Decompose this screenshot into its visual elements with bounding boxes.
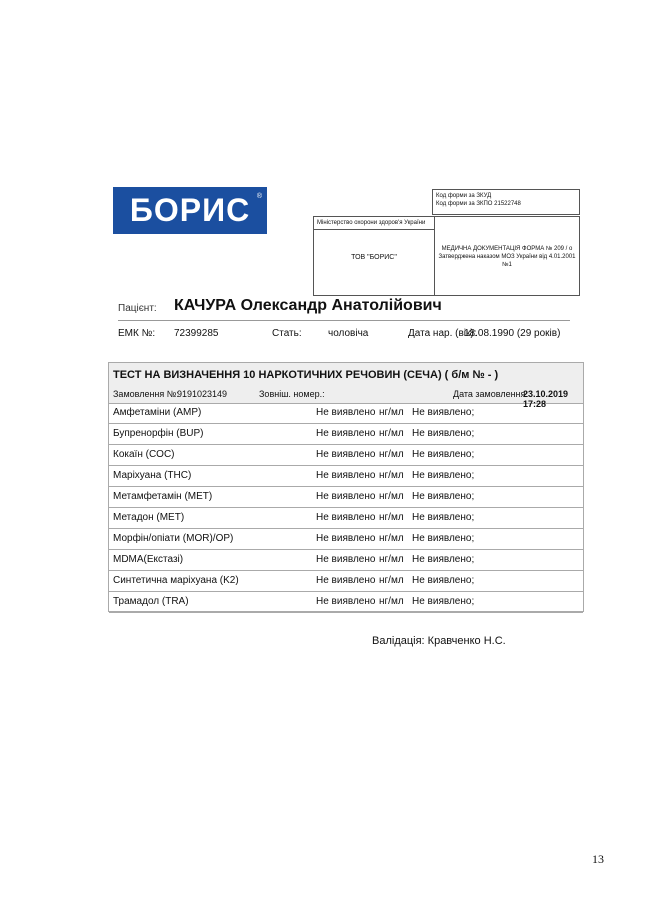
org-name: ТОВ "БОРИС" <box>351 254 397 261</box>
sex-value: чоловіча <box>328 328 369 339</box>
substance-name: MDMA(Екстазі) <box>113 554 184 565</box>
substance-name: Метадон (MET) <box>113 512 185 523</box>
unit: нг/мл <box>379 449 404 460</box>
form-codes-box <box>432 189 580 215</box>
reference: Не виявлено; <box>412 554 475 565</box>
test-table <box>108 362 584 612</box>
table-row <box>109 592 583 613</box>
reference: Не виявлено; <box>412 596 475 607</box>
table-row <box>109 445 583 466</box>
validation-signature: Валідація: Кравченко Н.С. <box>372 635 506 647</box>
reference: Не виявлено; <box>412 533 475 544</box>
patient-info-row <box>118 328 570 344</box>
substance-name: Бупренорфін (BUP) <box>113 428 204 439</box>
unit: нг/мл <box>379 407 404 418</box>
result: Не виявлено <box>316 407 376 418</box>
dob-label: Дата нар. (вік): <box>408 328 477 339</box>
result: Не виявлено <box>316 449 376 460</box>
ministry-label: Міністерство охорони здоров'я України <box>314 217 434 230</box>
table-row <box>109 508 583 529</box>
order-number: 9191023149 <box>177 389 228 399</box>
table-row <box>109 487 583 508</box>
unit: нг/мл <box>379 554 404 565</box>
result: Не виявлено <box>316 575 376 586</box>
page-number: 13 <box>592 852 604 866</box>
substance-name: Синтетична маріхуана (K2) <box>113 575 239 586</box>
substance-name: Морфін/опіати (MOR)/OP) <box>113 533 234 544</box>
test-rows <box>109 403 583 613</box>
result: Не виявлено <box>316 491 376 502</box>
substance-name: Трамадол (TRA) <box>113 596 189 607</box>
doc-form-line2: Затверджена наказом МОЗ України від 4.01.2001 №1 <box>438 254 576 268</box>
test-header <box>109 363 583 409</box>
unit: нг/мл <box>379 575 404 586</box>
reference: Не виявлено; <box>412 470 475 481</box>
logo <box>113 187 267 234</box>
logo-text: БОРИС <box>129 192 251 228</box>
logo-reg-mark: ® <box>256 193 263 200</box>
unit: нг/мл <box>379 596 404 607</box>
emk-label: ЕМК №: <box>118 328 156 339</box>
reference: Не виявлено; <box>412 512 475 523</box>
table-row <box>109 529 583 550</box>
order-date-label: Дата замовлення: <box>453 389 528 399</box>
unit: нг/мл <box>379 533 404 544</box>
unit: нг/мл <box>379 512 404 523</box>
emk-value: 72399285 <box>174 328 219 339</box>
unit: нг/мл <box>379 491 404 502</box>
sex-label: Стать: <box>272 328 302 339</box>
reference: Не виявлено; <box>412 428 475 439</box>
result: Не виявлено <box>316 596 376 607</box>
org-box <box>314 217 435 295</box>
reference: Не виявлено; <box>412 449 475 460</box>
table-row <box>109 571 583 592</box>
patient-name: КАЧУРА Олександр Анатолійович <box>174 297 442 314</box>
form-code-line1: Код форми за ЗКУД <box>436 193 492 199</box>
order-label: Замовлення №: <box>113 389 179 399</box>
reference: Не виявлено; <box>412 575 475 586</box>
substance-name: Кокаїн (COC) <box>113 449 175 460</box>
patient-row <box>118 296 570 321</box>
substance-name: Маріхуана (THC) <box>113 470 192 481</box>
external-number-label: Зовніш. номер.: <box>259 389 325 399</box>
dob-value: 18.08.1990 (29 років) <box>464 328 561 339</box>
result: Не виявлено <box>316 428 376 439</box>
order-date: 23.10.2019 17:28 <box>523 389 569 409</box>
form-code-line2: Код форми за ЗКПО 21522748 <box>436 201 521 207</box>
table-row <box>109 403 583 424</box>
result: Не виявлено <box>316 533 376 544</box>
result: Не виявлено <box>316 470 376 481</box>
doc-form-box <box>435 217 579 295</box>
header-boxes <box>313 216 580 296</box>
table-row <box>109 550 583 571</box>
result: Не виявлено <box>316 512 376 523</box>
doc-form-line1: МЕДИЧНА ДОКУМЕНТАЦІЯ ФОРМА № 209 / о <box>441 246 573 252</box>
substance-name: Метамфетамін (MET) <box>113 491 213 502</box>
unit: нг/мл <box>379 428 404 439</box>
result: Не виявлено <box>316 554 376 565</box>
reference: Не виявлено; <box>412 407 475 418</box>
reference: Не виявлено; <box>412 491 475 502</box>
patient-label: Пацієнт: <box>118 303 157 314</box>
unit: нг/мл <box>379 470 404 481</box>
test-title: ТЕСТ НА ВИЗНАЧЕННЯ 10 НАРКОТИЧНИХ РЕЧОВИН (СЕЧА) ( б/м № - ) <box>113 369 499 381</box>
table-row <box>109 466 583 487</box>
table-row <box>109 424 583 445</box>
substance-name: Амфетаміни (AMP) <box>113 407 202 418</box>
